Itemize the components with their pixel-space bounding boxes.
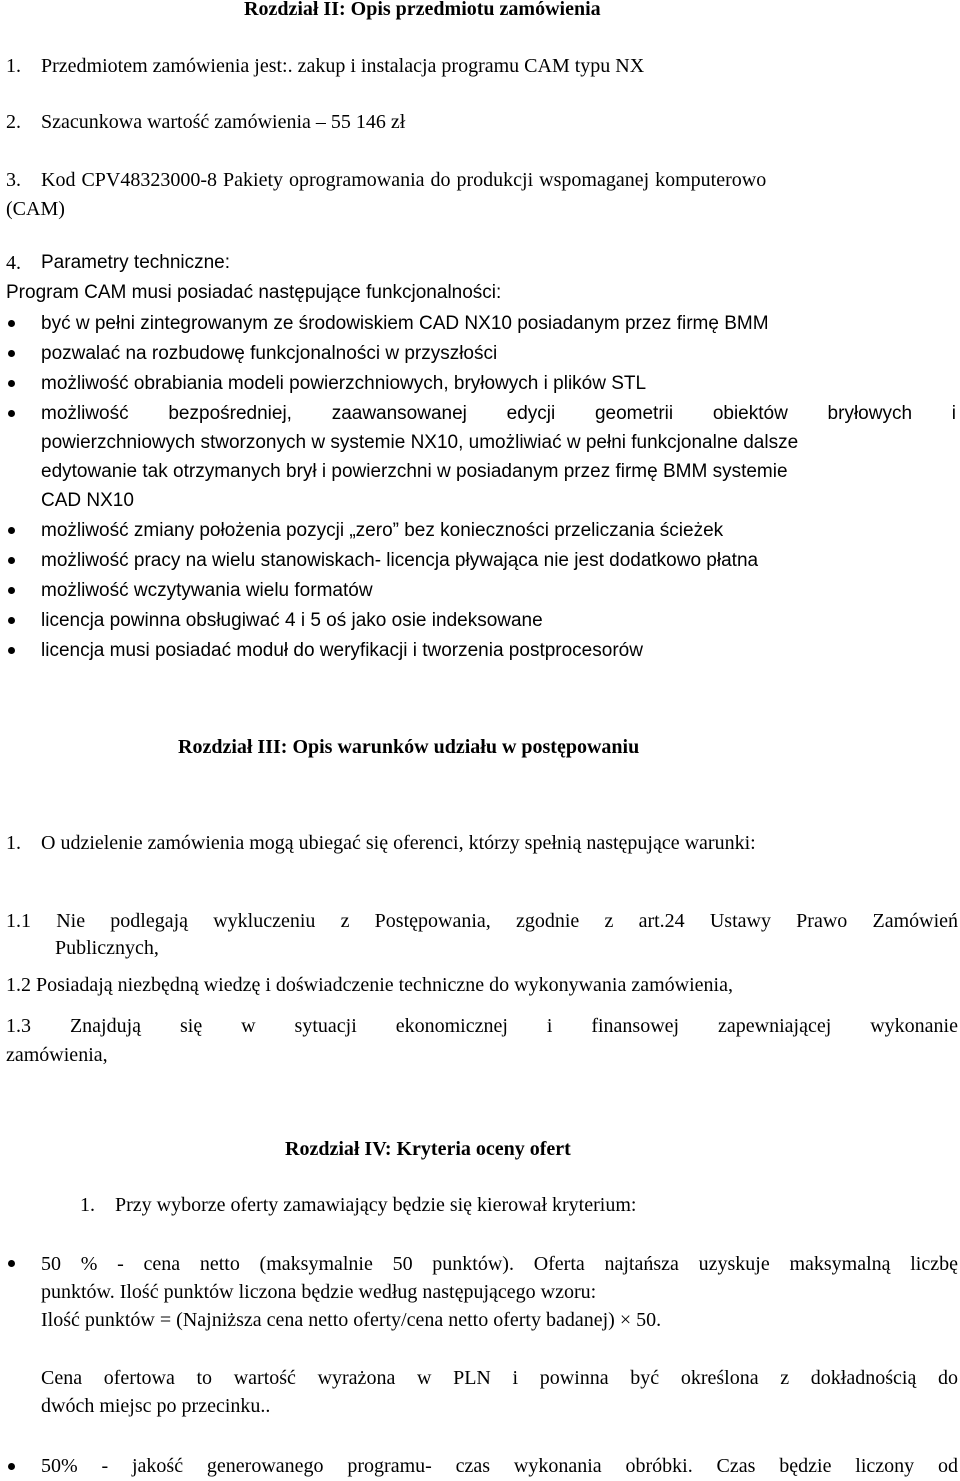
bullet-dot [8, 1463, 15, 1470]
list-number: 1. [80, 1194, 95, 1216]
bullet-dot [8, 320, 15, 327]
list-item: być w pełni zintegrowanym ze środowiskiem CAD NX10 posiadanym przez firmę BMM [41, 313, 769, 334]
criterion1-line: punktów. Ilość punktów liczona będzie według następującego wzoru: [41, 1281, 597, 1303]
criterion1-formula: Ilość punktów = (Najniższa cena netto oferty/cena netto oferty badanej) × 50. [41, 1309, 662, 1331]
list-item: możliwość obrabiania modeli powierzchniowych, bryłowych i plików STL [41, 373, 647, 394]
list-item-line: powierzchniowych stworzonych w systemie NX10, umożliwiać w pełni funkcjonalne dalsze [41, 432, 799, 453]
list-item: pozwalać na rozbudowę funkcjonalności w przyszłości [41, 343, 498, 364]
ch3-item11-line1: 1.1 Nie podlegają wykluczeniu z Postępowania, zgodnie z art.24 Ustawy Prawo Zamówień [6, 910, 958, 932]
bullet-dot [8, 380, 15, 387]
intro-text: Program CAM musi posiadać następujące funkcjonalności: [6, 282, 502, 303]
list-number: 1. [6, 832, 21, 854]
ch3-item13-line2: zamówienia, [6, 1044, 108, 1066]
list-item: możliwość pracy na wielu stanowiskach- licencja pływająca nie jest dodatkowo płatna [41, 550, 759, 571]
criterion2-line: 50% - jakość generowanego programu- czas wykonania obróbki. Czas będzie liczony od [41, 1455, 958, 1477]
criterion1-line: Cena ofertowa to wartość wyrażona w PLN i powinna być określona z dokładnością do [41, 1367, 958, 1389]
bullet-dot [8, 1260, 15, 1267]
list-number: 1. [6, 55, 21, 77]
bullet-dot [8, 557, 15, 564]
chapter4-heading: Rozdział IV: Kryteria oceny ofert [285, 1138, 571, 1160]
list-item-line: możliwość bezpośredniej, zaawansowanej edycji geometrii obiektów bryłowych i [41, 403, 956, 424]
bullet-dot [8, 410, 15, 417]
item1-text: Przedmiotem zamówienia jest:. zakup i instalacja programu CAM typu NX [41, 55, 645, 77]
ch3-item13-line1: 1.3 Znajdują się w sytuacji ekonomicznej i finansowej zapewniającej wykonanie [6, 1015, 958, 1037]
item3-line1: Kod CPV48323000-8 Pakiety oprogramowania do produkcji wspomaganej komputerowo [41, 169, 767, 191]
criterion1-line: 50 % - cena netto (maksymalnie 50 punktów). Oferta najtańsza uzyskuje maksymalną liczbę [41, 1253, 958, 1275]
list-number: 3. [6, 169, 21, 191]
list-item: możliwość zmiany położenia pozycji „zero” bez konieczności przeliczania ścieżek [41, 520, 724, 541]
list-number: 2. [6, 111, 21, 133]
bullet-dot [8, 647, 15, 654]
list-number: 4. [6, 252, 21, 274]
chapter2-heading: Rozdział II: Opis przedmiotu zamówienia [244, 0, 601, 20]
item3-line2: (CAM) [6, 198, 65, 220]
list-item: możliwość wczytywania wielu formatów [41, 580, 373, 601]
bullet-dot [8, 587, 15, 594]
item4-text: Parametry techniczne: [41, 252, 231, 273]
ch3-item11-line2: Publicznych, [55, 937, 159, 959]
ch4-item1-text: Przy wyborze oferty zamawiający będzie się kierował kryterium: [115, 1194, 637, 1216]
list-item-line: CAD NX10 [41, 490, 134, 511]
criterion1-line: dwóch miejsc po przecinku.. [41, 1395, 271, 1417]
bullet-dot [8, 350, 15, 357]
bullet-dot [8, 617, 15, 624]
bullet-dot [8, 527, 15, 534]
list-item-line: edytowanie tak otrzymanych brył i powierzchni w posiadanym przez firmę BMM systemie [41, 461, 788, 482]
ch3-item1-text: O udzielenie zamówienia mogą ubiegać się oferenci, którzy spełnią następujące warunki: [41, 832, 756, 854]
ch3-item12: 1.2 Posiadają niezbędną wiedzę i doświadczenie techniczne do wykonywania zamówienia, [6, 974, 733, 996]
item2-text: Szacunkowa wartość zamówienia – 55 146 zł [41, 111, 406, 133]
chapter3-heading: Rozdział III: Opis warunków udziału w postępowaniu [178, 736, 640, 758]
list-item: licencja musi posiadać moduł do weryfikacji i tworzenia postprocesorów [41, 640, 643, 661]
list-item: licencja powinna obsługiwać 4 i 5 oś jako osie indeksowane [41, 610, 543, 631]
